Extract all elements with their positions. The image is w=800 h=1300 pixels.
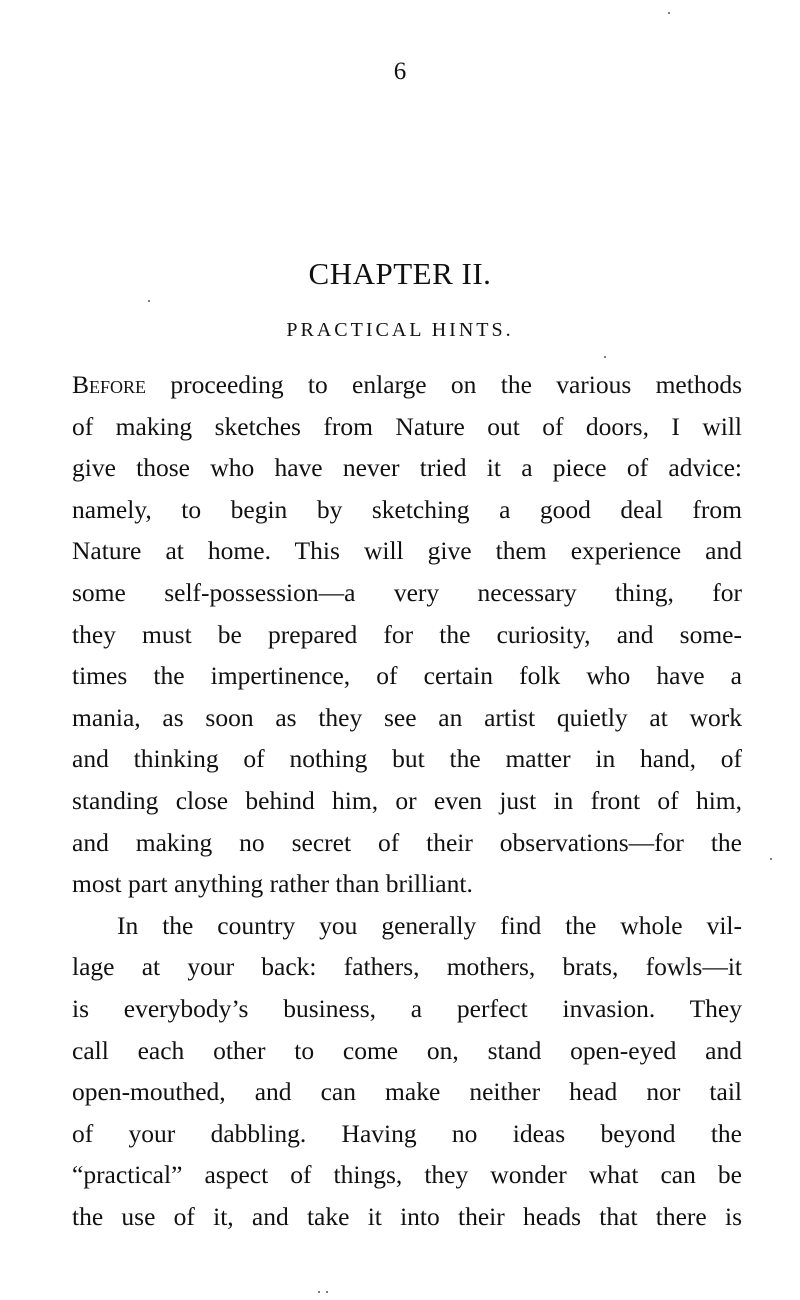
text-line: the use of it, and take it into their heads that there is: [72, 1201, 742, 1231]
chapter-title: CHAPTER II.: [308, 256, 492, 291]
print-speck: [668, 12, 670, 14]
paragraph-1: [72, 364, 742, 905]
text-line: standing close behind him, or even just in front of him,: [72, 785, 742, 815]
text-line: Before proceeding to enlarge on the various methods: [72, 370, 742, 399]
text-line: lage at your back: fathers, mothers, brats, fowls—it: [72, 952, 742, 982]
page-number: 6: [393, 58, 407, 85]
print-speck: [604, 356, 606, 358]
print-speck: [770, 858, 772, 860]
text-line: of making sketches from Nature out of doors, I will: [72, 411, 742, 441]
body-text: [72, 364, 742, 1237]
print-speck: [326, 1291, 328, 1293]
paragraph-2: [72, 905, 742, 1238]
text-line: is everybody’s business, a perfect invasion. They: [72, 993, 742, 1023]
text-line: call each other to come on, stand open-eyed and: [72, 1035, 742, 1065]
text-line: give those who have never tried it a piece of advice:: [72, 453, 742, 483]
text-line: Nature at home. This will give them experience and: [72, 536, 742, 566]
opening-word: Before: [72, 370, 147, 399]
text-line: some self-possession—a very necessary thing, for: [72, 577, 742, 607]
text-line: they must be prepared for the curiosity, and some-: [72, 619, 742, 649]
text-line: most part anything rather than brilliant.: [72, 869, 473, 899]
text-line: of your dabbling. Having no ideas beyond the: [72, 1118, 742, 1148]
text-line: times the impertinence, of certain folk who have a: [72, 661, 742, 691]
text-line: and making no secret of their observations—for the: [72, 827, 742, 857]
print-speck: [148, 300, 150, 302]
text-line: open-mouthed, and can make neither head nor tail: [72, 1077, 742, 1107]
print-speck: [318, 1291, 320, 1293]
text-line: In the country you generally find the whole vil-: [117, 910, 742, 940]
text-line: and thinking of nothing but the matter in hand, of: [72, 744, 742, 774]
text-line: mania, as soon as they see an artist quietly at work: [72, 702, 742, 732]
text-line: namely, to begin by sketching a good deal from: [72, 494, 742, 524]
text-line: “practical” aspect of things, they wonder what can be: [72, 1160, 742, 1190]
chapter-subtitle: PRACTICAL HINTS.: [286, 319, 514, 341]
